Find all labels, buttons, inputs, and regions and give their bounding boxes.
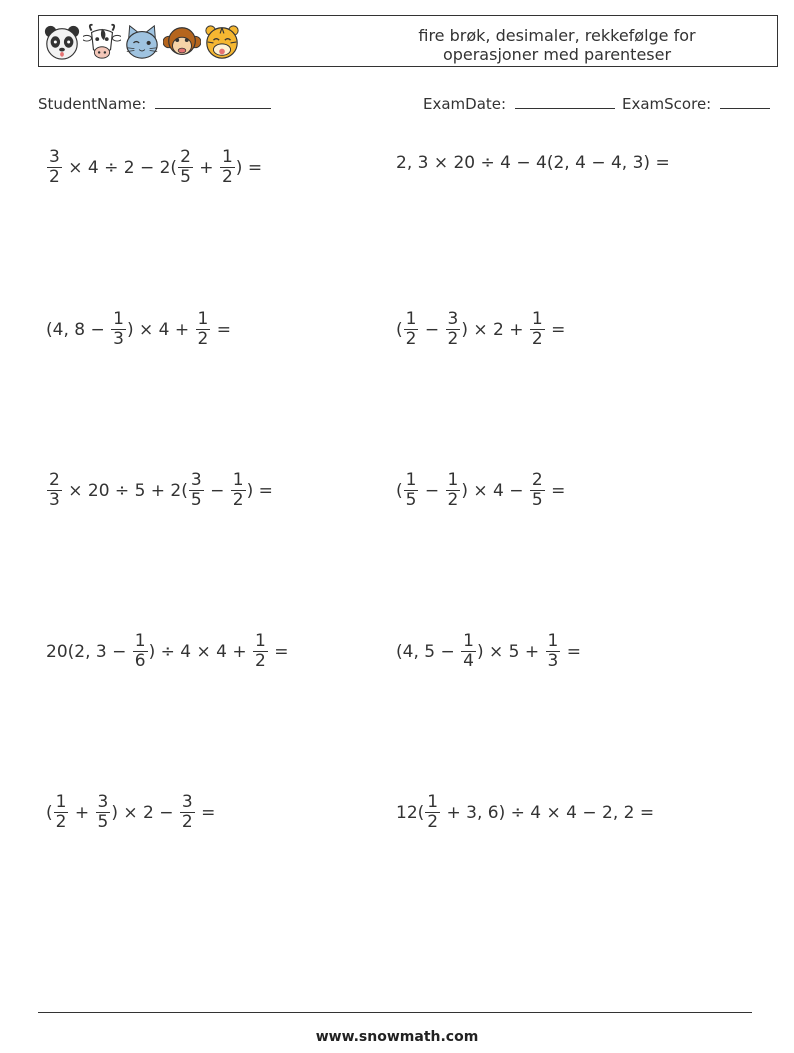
expression-text: ) = [235,157,263,178]
student-name-label: StudentName: [38,95,147,113]
problem-4 [396,310,565,349]
expression-text: ) × 4 + [126,319,195,340]
fraction-numerator: 3 [49,147,60,167]
fraction [178,148,193,187]
expression-text: = [545,319,566,340]
animal-icons [43,22,241,62]
fraction-numerator: 3 [181,792,193,812]
expression-text: (4, 8 − [46,319,111,340]
exam-score-blank[interactable] [720,94,770,109]
fraction-denominator: 3 [547,651,559,671]
fraction-numerator: 1 [232,470,244,490]
student-name-blank[interactable] [155,94,271,109]
expression-text: (4, 5 − [396,641,461,662]
fraction [54,793,69,832]
expression-text: = [545,480,566,501]
footer-url[interactable]: www.snowmath.com [315,1029,479,1045]
fraction [180,793,195,832]
expression-text: ) = [246,480,273,501]
exam-score-field [622,94,770,113]
fraction [425,793,440,832]
footer-divider [38,1012,752,1013]
fraction-denominator: 2 [221,167,233,187]
expression-text: = [561,641,581,662]
fraction-denominator: 3 [49,490,60,510]
fraction [546,632,561,671]
fraction-numerator: 1 [134,631,146,651]
title-line-1: fire brøk, desimaler, rekkefølge for [418,26,696,45]
fraction-numerator: 1 [405,470,417,490]
fraction-numerator: 1 [427,792,439,812]
expression-text: = [195,802,216,823]
expression-text: + [193,157,219,178]
problem-5 [46,471,273,510]
expression-text: ( [396,480,403,501]
expression-text: + 3, 6) ÷ 4 × 4 − 2, 2 = [441,802,655,823]
worksheet-title [387,26,727,64]
fraction-denominator: 5 [531,490,543,510]
problem-10 [396,793,654,832]
fraction [446,310,461,349]
fraction [530,471,545,510]
cat-icon [123,22,161,62]
problem-8 [396,632,581,671]
fraction [133,632,148,671]
fraction-denominator: 3 [113,329,124,349]
exam-date-blank[interactable] [515,94,615,109]
problem-9 [46,793,215,832]
fraction-denominator: 2 [427,812,439,832]
expression-text: × 20 ÷ 5 + 2( [62,480,188,501]
expression-text: − [419,480,445,501]
problem-6 [396,471,565,510]
fraction-numerator: 3 [447,309,459,329]
fraction-denominator: 2 [49,167,60,187]
expression-text: + [69,802,95,823]
cow-icon [83,22,121,62]
exam-score-label: ExamScore: [622,95,712,113]
fraction-numerator: 1 [405,309,417,329]
fraction-numerator: 1 [463,631,474,651]
fraction [461,632,476,671]
student-name-field [38,94,271,113]
fraction [196,310,211,349]
fraction-numerator: 1 [531,309,543,329]
expression-text: 2, 3 × 20 ÷ 4 − 4(2, 4 − 4, 3) = [396,153,670,173]
exam-date-label: ExamDate: [423,95,507,113]
expression-text: ) ÷ 4 × 4 + [148,641,253,662]
fraction-numerator: 1 [547,631,559,651]
problem-3 [46,310,231,349]
fraction-numerator: 1 [197,309,209,329]
panda-icon [43,22,81,62]
fraction [446,471,461,510]
fraction-numerator: 1 [447,470,459,490]
fraction-denominator: 2 [447,490,459,510]
fraction [404,471,419,510]
problem-1 [46,148,262,187]
expression-text: ) × 4 − [461,480,529,501]
fraction-numerator: 2 [531,470,543,490]
problem-7 [46,632,289,671]
expression-text: 12( [396,802,425,823]
fraction-denominator: 2 [447,329,459,349]
fraction-numerator: 3 [190,470,202,490]
fraction-denominator: 2 [255,651,266,671]
fraction-denominator: 6 [134,651,146,671]
fraction-denominator: 2 [531,329,543,349]
expression-text: ) × 5 + [476,641,545,662]
fraction [220,148,235,187]
fraction-denominator: 2 [55,812,67,832]
fraction [96,793,111,832]
tiger-icon [203,22,241,62]
expression-text: = [211,319,231,340]
exam-date-field [423,94,615,113]
fraction-denominator: 2 [181,812,193,832]
fraction [404,310,419,349]
fraction-denominator: 4 [463,651,474,671]
expression-text: ( [46,802,53,823]
fraction [253,632,268,671]
fraction-numerator: 1 [221,147,233,167]
fraction-denominator: 2 [197,329,209,349]
fraction-denominator: 5 [97,812,109,832]
fraction-numerator: 1 [113,309,124,329]
expression-text: ) × 2 − [111,802,179,823]
fraction-numerator: 2 [49,470,60,490]
fraction-denominator: 5 [190,490,202,510]
expression-text: ) × 2 + [461,319,529,340]
expression-text: × 4 ÷ 2 − 2( [62,157,178,178]
expression-text: − [419,319,445,340]
title-line-2: operasjoner med parenteser [442,45,672,64]
fraction-denominator: 5 [180,167,191,187]
fraction [47,148,62,187]
problem-2 [396,153,670,173]
fraction-denominator: 2 [405,329,417,349]
fraction [231,471,246,510]
monkey-icon [163,22,201,62]
expression-text: 20(2, 3 − [46,641,132,662]
fraction [47,471,62,510]
fraction-numerator: 1 [255,631,266,651]
expression-text: − [204,480,230,501]
worksheet-header [38,15,778,67]
fraction [189,471,204,510]
expression-text: = [268,641,289,662]
fraction [111,310,126,349]
fraction-denominator: 5 [405,490,417,510]
fraction-numerator: 2 [180,147,191,167]
expression-text: ( [396,319,403,340]
fraction [530,310,545,349]
fraction-numerator: 1 [55,792,67,812]
fraction-denominator: 2 [232,490,244,510]
fraction-numerator: 3 [97,792,109,812]
